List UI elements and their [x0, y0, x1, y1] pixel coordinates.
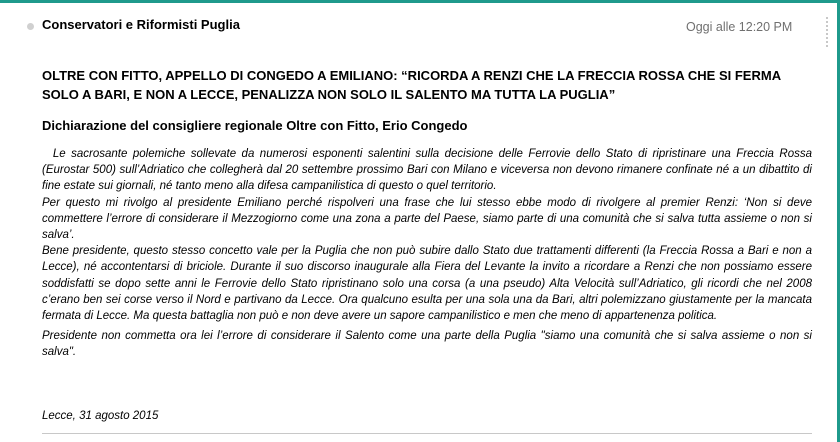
body-paragraph: Le sacrosante polemiche sollevate da numerosi esponenti salentini sulla decisione delle Ferrovie dello Stato di ripristinare una Freccia Rossa (Eurostar 500) sull’Adriatico che collegherà dal 20 settembre prossimo Bari con Milano e viceversa non devono rimanere confinate né a un dibattito di fine estate sui giornali, né tanto meno alla difesa campanilistica di questo o quel territorio.	[42, 148, 812, 193]
email-body	[42, 146, 812, 361]
email-signoff: Lecce, 31 agosto 2015	[42, 410, 159, 422]
email-headline: OLTRE CON FITTO, APPELLO DI CONGEDO A EMILIANO: “RICORDA A RENZI CHE LA FRECCIA ROSSA CHE SI FERMA SOLO A BARI, E NON A LECCE, PENALIZZA NON SOLO IL SALENTO MA TUTTA LA PUGLIA”	[42, 68, 781, 102]
unread-dot-icon	[27, 23, 34, 30]
received-time: Oggi alle 12:20 PM	[686, 20, 793, 34]
body-paragraph: Presidente non commetta ora lei l’errore di considerare il Salento come una parte della Puglia "siamo una comunità che si salva assieme o non si salva".	[42, 330, 812, 359]
body-paragraph: Bene presidente, questo stesso concetto vale per la Puglia che non può subire dallo Stato due trattamenti differenti (la Freccia Rossa a Bari e non a Lecce), né accontentarsi di briciole. Durante il suo discorso inaugurale alla Fiera del Levante la invito a ricordare a Renzi che non possiamo essere soddisfatti se dopo sette anni le Ferrovie dello Stato ripristinano solo una corsa (a una pseudo) Alta Velocità sull’Adriatico, gli ricordi che nel 2008 c’erano ben sei corse verso il Nord e partivano da Lecce. Ora qualcuno esulta per una sola una da Bari, altri polemizzano giustamente per la mancata fermata di Lecce. Ma questa battaglia non può e non deve avere un sapore campanilistico e men che meno di appartenenza politica.	[42, 245, 812, 323]
body-paragraph: Per questo mi rivolgo al presidente Emiliano perché rispolveri una frase che lui stesso ebbe modo di rivolgere al premier Renzi: ‘Non si deve commettere l’errore di considerare il Mezzogiorno come una zona a parte del Paese, siamo parte di una comunità che si salva tutta assieme o non si salva’.	[42, 196, 812, 242]
email-subheading: Dichiarazione del consigliere regionale Oltre con Fitto, Erio Congedo	[42, 118, 468, 133]
more-options-icon[interactable]	[825, 17, 829, 49]
email-message	[0, 3, 837, 442]
divider	[42, 433, 812, 434]
sender-name[interactable]: Conservatori e Riformisti Puglia	[42, 17, 240, 32]
